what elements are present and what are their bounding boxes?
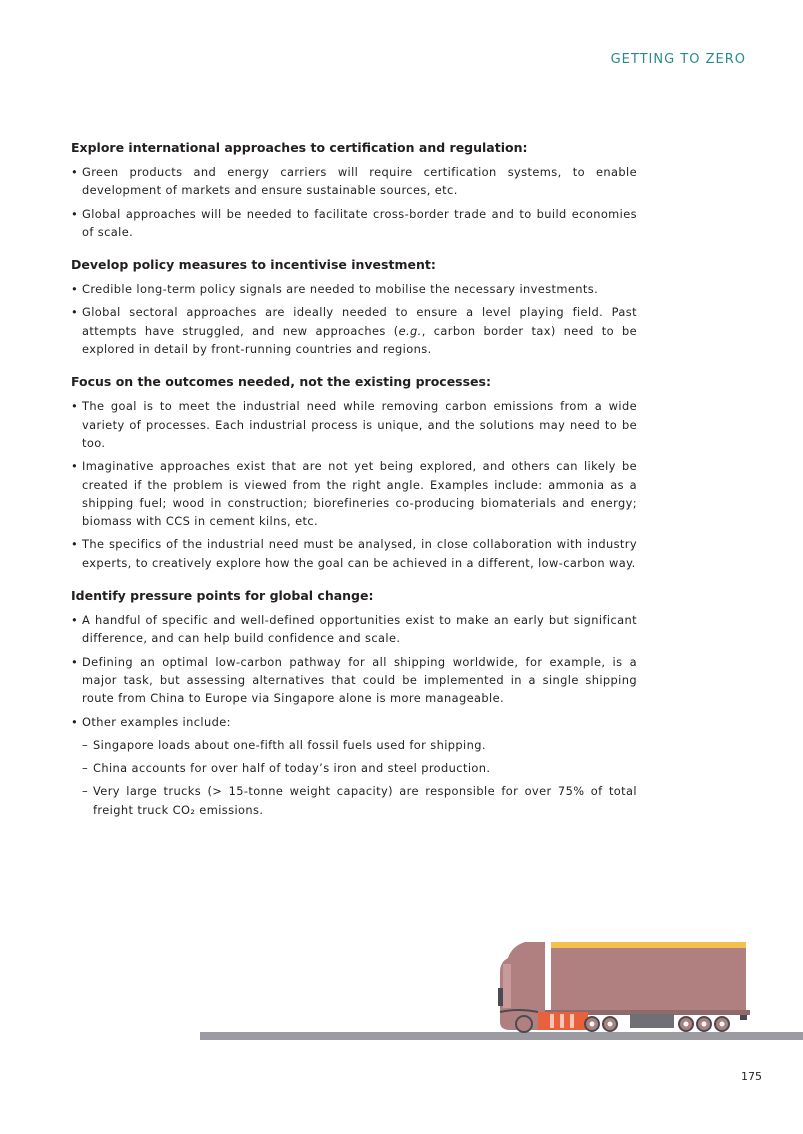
text-run: , carbon border tax) need to be explored in detail by front-running countries and regions. xyxy=(82,323,637,357)
trailer-roof-icon xyxy=(551,942,746,948)
list-item: • The specifics of the industrial need must be analysed, in close collaboration with industry experts, to creatively explore how the goal can be achieved in a different, low-carbon way. xyxy=(71,535,637,572)
section-policy-measures xyxy=(71,257,637,358)
page-number: 175 xyxy=(741,1070,762,1083)
section-heading: Develop policy measures to incentivise investment: xyxy=(71,257,436,273)
bullet-list xyxy=(71,611,637,819)
main-content xyxy=(71,140,637,835)
bullet-list xyxy=(71,280,637,358)
list-item: • Credible long-term policy signals are needed to mobilise the necessary investments. xyxy=(71,280,637,298)
section-heading: Explore international approaches to certification and regulation: xyxy=(71,140,528,155)
list-item: • Imaginative approaches exist that are not yet being explored, and others can likely be created if the problem is viewed from the right angle. Examples include: ammonia as a shipping fuel; wood in construction; biorefineries co-producing biomaterials and energy; biomass with CCS in cement kilns, etc. xyxy=(71,457,637,530)
road-icon xyxy=(200,1032,803,1040)
emphasis-text: e.g. xyxy=(398,323,422,338)
list-item xyxy=(71,303,637,358)
section-pressure-points xyxy=(71,588,637,819)
list-item: • Global approaches will be needed to facilitate cross-border trade and to build economies of scale. xyxy=(71,205,637,242)
list-item xyxy=(71,713,637,819)
list-item: • A handful of specific and well-defined opportunities exist to make an early but significant difference, and can help build confidence and scale. xyxy=(71,611,637,648)
truck-illustration-icon xyxy=(200,938,803,1042)
sub-list-item: – China accounts for over half of today’s iron and steel production. xyxy=(82,759,637,777)
section-outcomes xyxy=(71,374,637,572)
text-run: Global sectoral approaches are ideally needed to ensure a level playing field. Past attempts have struggled, and new approaches ( xyxy=(82,305,637,338)
sub-list-item: – Very large trucks (> 15-tonne weight capacity) are responsible for over 75% of total freight truck CO₂ emissions. xyxy=(82,782,637,819)
list-item: • Defining an optimal low-carbon pathway for all shipping worldwide, for example, is a major task, but assessing alternatives that could be implemented in a single shipping route from China to Europe via Singapore alone is more manageable. xyxy=(71,653,637,708)
section-heading: Identify pressure points for global change: xyxy=(71,588,374,604)
sub-list-item: – Singapore loads about one-fifth all fossil fuels used for shipping. xyxy=(82,736,637,754)
trailer-body-icon xyxy=(551,948,746,1014)
sub-list xyxy=(82,736,637,819)
bullet-list xyxy=(71,397,637,572)
list-item: • The goal is to meet the industrial need while removing carbon emissions from a wide variety of processes. Each industrial process is unique, and the solutions may need to be too. xyxy=(71,397,637,452)
list-item: • Green products and energy carriers will require certification systems, to enable development of markets and ensure sustainable sources, etc. xyxy=(71,163,637,200)
section-certification xyxy=(71,140,637,241)
bullet-list xyxy=(71,163,637,241)
list-item-text: Other examples include: xyxy=(82,714,231,729)
fuel-tank-icon xyxy=(630,1014,674,1028)
running-header-title: GETTING TO ZERO xyxy=(610,52,746,67)
section-heading: Focus on the outcomes needed, not the existing processes: xyxy=(71,374,491,390)
